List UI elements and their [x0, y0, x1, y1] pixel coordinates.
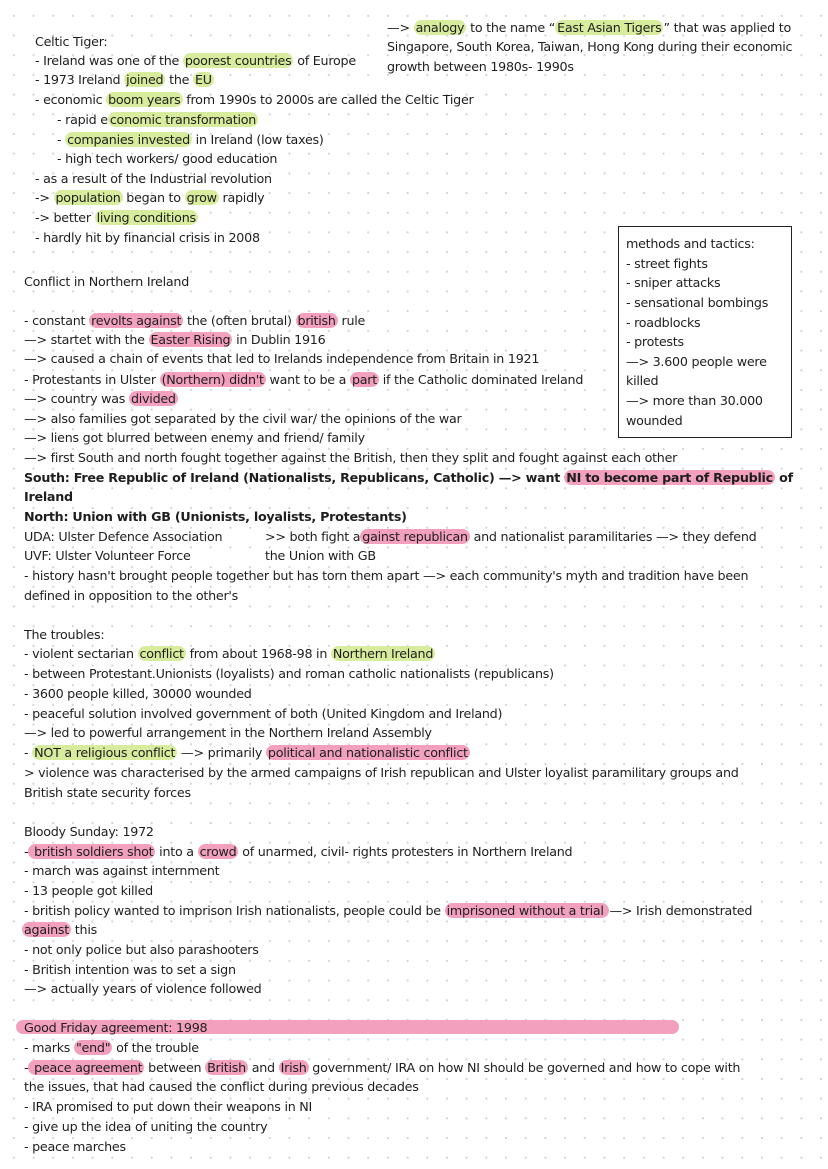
methods-line: killed: [626, 373, 659, 388]
methods-line: - roadblocks: [626, 315, 701, 330]
celtic-line-9: -> better living conditions: [35, 210, 196, 225]
fight-line-2: the Union with GB: [265, 548, 376, 563]
north-line: North: Union with GB (Unionists, loyalists, Protestants): [24, 509, 407, 524]
bloody-line-1: - british soldiers shot into a crowd of unarmed, civil- rights protesters in Northern Ireland: [24, 844, 573, 859]
gf-line-6: - peace marches: [24, 1139, 126, 1154]
celtic-line-4: - rapid e conomic transformation: [57, 112, 257, 127]
troubles-line-5: —> led to powerful arrangement in the Northern Ireland Assembly: [24, 725, 432, 740]
troubles-line-7: > violence was characterised by the armed campaigns of Irish republican and Ulster loyalist paramilitary groups and: [24, 765, 739, 780]
celtic-line-3: - economic boom years from 1990s to 2000s are called the Celtic Tiger: [35, 92, 474, 107]
methods-tactics-box: [618, 226, 792, 438]
bloody-line-5: against this: [24, 922, 97, 937]
bloody-line-4: - british policy wanted to imprison Irish nationalists, people could be imprisoned without a trial —> Irish demonstrated: [24, 903, 753, 918]
south-line-2: Ireland: [24, 489, 73, 504]
troubles-line-2: - between Protestant.Unionists (loyalists) and roman catholic nationalists (republicans): [24, 666, 554, 681]
conflict-line-1: - constant revolts against the (often brutal) british rule: [24, 313, 366, 328]
methods-line: - sniper attacks: [626, 275, 721, 290]
celtic-tiger-heading: Celtic Tiger:: [35, 34, 108, 49]
good-friday-heading: Good Friday agreement: 1998: [24, 1020, 208, 1035]
celtic-line-8: -> population began to grow rapidly: [35, 190, 265, 205]
analogy-line-3: growth between 1980s- 1990s: [387, 59, 574, 74]
conflict-line-4: - Protestants in Ulster (Northern) didn't want to be a part if the Catholic dominated Ireland: [24, 372, 584, 387]
methods-line: methods and tactics:: [626, 236, 755, 251]
troubles-line-8: British state security forces: [24, 785, 191, 800]
troubles-line-1: - violent sectarian conflict from about 1968-98 in Northern Ireland: [24, 646, 434, 661]
conflict-line-6: —> also families got separated by the civil war/ the opinions of the war: [24, 411, 462, 426]
fight-line-1: >> both fight a gainst republican and nationalist paramilitaries —> they defend: [265, 529, 757, 544]
conflict-heading: Conflict in Northern Ireland: [24, 274, 189, 289]
conflict-line-3: —> caused a chain of events that led to Irelands independence from Britain in 1921: [24, 351, 540, 366]
bloody-line-7: - British intention was to set a sign: [24, 962, 236, 977]
gf-line-5: - give up the idea of uniting the country: [24, 1119, 268, 1134]
celtic-line-7: - as a result of the Industrial revolution: [35, 171, 272, 186]
analogy-line-1: —> analogy to the name “ East Asian Tigers ” that was applied to: [387, 20, 791, 35]
history-line-2: defined in opposition to the other's: [24, 588, 239, 603]
troubles-heading: The troubles:: [24, 627, 105, 642]
celtic-line-5: - companies invested in Ireland (low taxes): [57, 132, 324, 147]
bloody-line-6: - not only police but also parashooters: [24, 942, 259, 957]
uvf-line: UVF: Ulster Volunteer Force: [24, 548, 191, 563]
gf-line-3: the issues, that had caused the conflict during previous decades: [24, 1079, 419, 1094]
gf-line-1: - marks "end" of the trouble: [24, 1040, 199, 1055]
celtic-line-10: - hardly hit by financial crisis in 2008: [35, 230, 260, 245]
history-line-1: - history hasn't brought people together but has torn them apart —> each community's myth and tradition have been: [24, 568, 749, 583]
gf-line-4: - IRA promised to put down their weapons in NI: [24, 1099, 313, 1114]
conflict-line-2: —> startet with the Easter Rising in Dublin 1916: [24, 332, 326, 347]
conflict-line-5: —> country was divided: [24, 391, 176, 406]
methods-line: - street fights: [626, 256, 708, 271]
bloody-line-3: - 13 people got killed: [24, 883, 153, 898]
bloody-line-8: —> actually years of violence followed: [24, 981, 262, 996]
methods-line: —> more than 30.000: [626, 393, 763, 408]
troubles-line-4: - peaceful solution involved government of both (United Kingdom and Ireland): [24, 706, 503, 721]
conflict-line-7: —> liens got blurred between enemy and friend/ family: [24, 430, 365, 445]
troubles-line-3: - 3600 people killed, 30000 wounded: [24, 686, 252, 701]
troubles-line-6: - NOT a religious conflict —> primarily political and nationalistic conflict: [24, 745, 468, 760]
methods-line: wounded: [626, 413, 683, 428]
celtic-line-6: - high tech workers/ good education: [57, 151, 278, 166]
conflict-line-8: —> first South and north fought together against the British, then they split and fought against each other: [24, 450, 678, 465]
methods-line: - sensational bombings: [626, 295, 769, 310]
methods-line: —> 3.600 people were: [626, 354, 767, 369]
uda-line: UDA: Ulster Defence Association: [24, 529, 223, 544]
bloody-sunday-heading: Bloody Sunday: 1972: [24, 824, 154, 839]
analogy-line-2: Singapore, South Korea, Taiwan, Hong Kong during their economic: [387, 39, 793, 54]
celtic-line-1: - Ireland was one of the poorest countries of Europe: [35, 53, 356, 68]
south-line-1: South: Free Republic of Ireland (Nationalists, Republicans, Catholic) —> want NI to become part of Republic of: [24, 470, 793, 485]
methods-line: - protests: [626, 334, 684, 349]
celtic-line-2: - 1973 Ireland joined the EU: [35, 72, 212, 87]
gf-line-2: - peace agreement between British and Irish government/ IRA on how NI should be governed and how to cope with: [24, 1060, 741, 1075]
bloody-line-2: - march was against internment: [24, 863, 220, 878]
